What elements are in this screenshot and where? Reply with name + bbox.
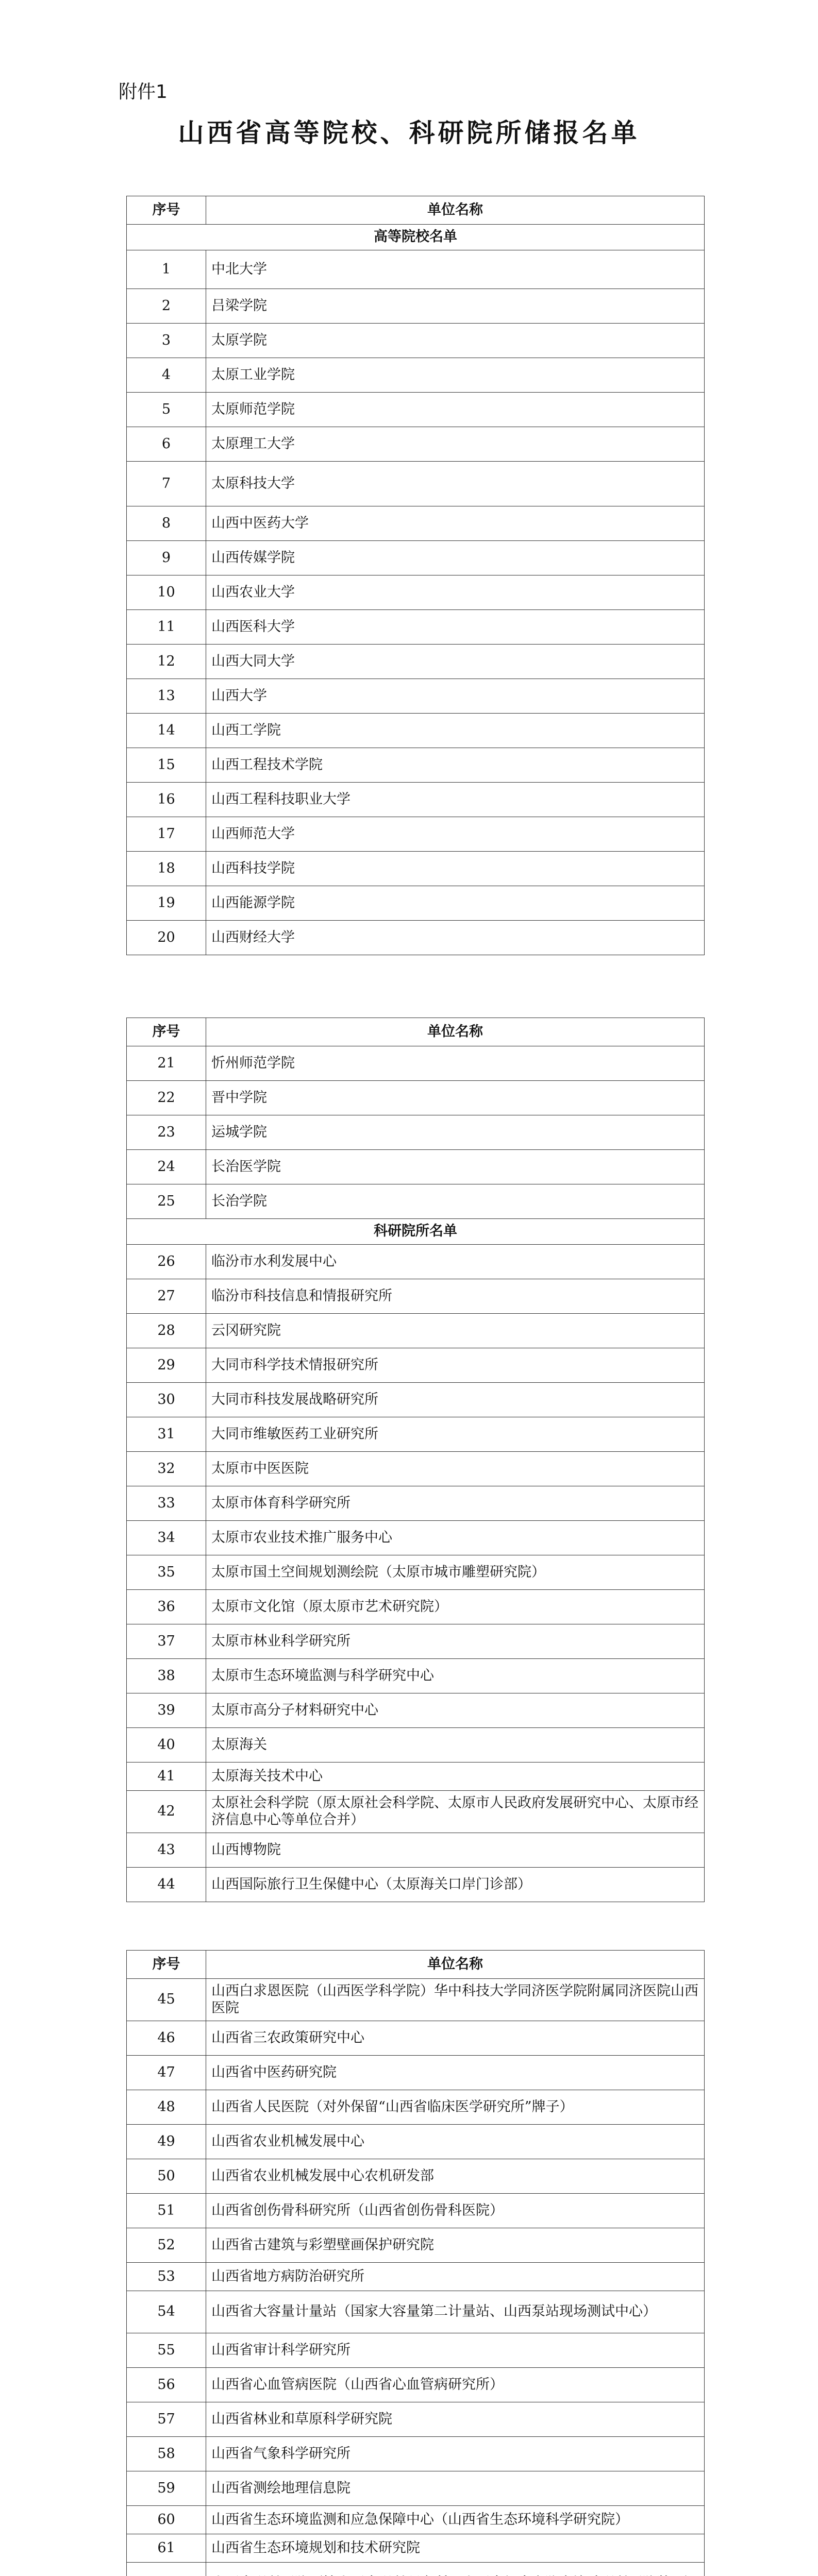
unit-name: 山西省测绘地理信息院	[206, 2471, 705, 2506]
table-row	[127, 1046, 705, 1081]
row-number: 48	[127, 2090, 206, 2125]
unit-name: 山西医科大学	[206, 610, 705, 645]
table-row	[127, 2506, 705, 2534]
unit-name: 长治医学院	[206, 1150, 705, 1184]
header-row	[127, 1018, 705, 1046]
row-number: 14	[127, 714, 206, 748]
table-row	[127, 1417, 705, 1452]
row-number: 3	[127, 324, 206, 358]
unit-name: 太原市农业技术推广服务中心	[206, 1521, 705, 1555]
unit-name: 太原海关技术中心	[206, 1762, 705, 1791]
table-row	[127, 921, 705, 955]
unit-name: 山西工学院	[206, 714, 705, 748]
unit-name	[206, 2563, 705, 2576]
row-number: 59	[127, 2471, 206, 2506]
table-row	[127, 817, 705, 852]
row-number: 35	[127, 1555, 206, 1590]
header-row	[127, 196, 705, 225]
unit-name: 长治学院	[206, 1184, 705, 1219]
table-row	[127, 645, 705, 679]
table-row	[127, 2402, 705, 2437]
row-number: 17	[127, 817, 206, 852]
table-row	[127, 1590, 705, 1624]
row-number	[127, 2563, 206, 2576]
row-number: 41	[127, 1762, 206, 1791]
table-row	[127, 2056, 705, 2090]
table-row	[127, 1245, 705, 1279]
row-number: 28	[127, 1314, 206, 1348]
table-row	[127, 1150, 705, 1184]
seq-header: 序号	[127, 196, 206, 225]
attachment-label: 附件1	[119, 81, 168, 103]
table-row	[127, 783, 705, 817]
row-number: 49	[127, 2125, 206, 2159]
row-number: 9	[127, 541, 206, 575]
row-number: 52	[127, 2228, 206, 2263]
row-number: 30	[127, 1383, 206, 1417]
seq-header: 序号	[127, 1951, 206, 1979]
section-title-row	[127, 1219, 705, 1245]
header-row	[127, 1951, 705, 1979]
name-header: 单位名称	[206, 196, 705, 225]
unit-name: 山西省生态环境规划和技术研究院	[206, 2534, 705, 2563]
unit-name: 太原海关	[206, 1728, 705, 1762]
section-title: 科研院所名单	[127, 1219, 705, 1245]
table-row	[127, 2021, 705, 2056]
unit-name: 山西省气象科学研究所	[206, 2437, 705, 2471]
unit-name: 太原市体育科学研究所	[206, 1486, 705, 1521]
unit-name: 太原市生态环境监测与科学研究中心	[206, 1659, 705, 1693]
unit-name: 大同市科学技术情报研究所	[206, 1348, 705, 1383]
unit-name: 山西省心血管病医院（山西省心血管病研究所）	[206, 2368, 705, 2402]
row-number: 21	[127, 1046, 206, 1081]
row-number: 7	[127, 462, 206, 506]
table-row	[127, 250, 705, 289]
table-row	[127, 1486, 705, 1521]
unit-name: 山西省农业机械发展中心农机研发部	[206, 2159, 705, 2194]
section-title-row	[127, 225, 705, 250]
unit-name: 山西能源学院	[206, 886, 705, 921]
unit-name: 山西省林业和草原科学研究院	[206, 2402, 705, 2437]
unit-name: 山西省审计科学研究所	[206, 2333, 705, 2368]
unit-name: 临汾市科技信息和情报研究所	[206, 1279, 705, 1314]
unit-name: 山西省农业机械发展中心	[206, 2125, 705, 2159]
table-row	[127, 1762, 705, 1791]
row-number: 32	[127, 1452, 206, 1486]
unit-name: 云冈研究院	[206, 1314, 705, 1348]
table-row	[127, 1115, 705, 1150]
unit-name: 山西博物院	[206, 1833, 705, 1868]
unit-name: 太原科技大学	[206, 462, 705, 506]
row-number: 31	[127, 1417, 206, 1452]
table-row	[127, 1184, 705, 1219]
table-row	[127, 2194, 705, 2228]
row-number: 60	[127, 2506, 206, 2534]
table-row	[127, 2368, 705, 2402]
roster-table-2	[126, 1018, 705, 1902]
row-number: 15	[127, 748, 206, 783]
table-row	[127, 462, 705, 506]
row-number: 44	[127, 1868, 206, 1902]
row-number: 24	[127, 1150, 206, 1184]
row-number: 56	[127, 2368, 206, 2402]
row-number: 51	[127, 2194, 206, 2228]
row-number: 45	[127, 1979, 206, 2021]
page-title: 山西省高等院校、科研院所储报名单	[178, 117, 640, 148]
row-number: 12	[127, 645, 206, 679]
unit-name: 山西师范大学	[206, 817, 705, 852]
table-row	[127, 1728, 705, 1762]
unit-name: 太原工业学院	[206, 358, 705, 393]
row-number: 36	[127, 1590, 206, 1624]
table-row	[127, 1314, 705, 1348]
table-row	[127, 358, 705, 393]
seq-header: 序号	[127, 1018, 206, 1046]
table-row	[127, 2437, 705, 2471]
unit-name: 中北大学	[206, 250, 705, 289]
row-number: 18	[127, 852, 206, 886]
unit-name: 太原师范学院	[206, 393, 705, 427]
unit-name: 山西科技学院	[206, 852, 705, 886]
unit-name: 山西省创伤骨科研究所（山西省创伤骨科医院）	[206, 2194, 705, 2228]
table-row	[127, 2291, 705, 2333]
row-number: 13	[127, 679, 206, 714]
row-number: 46	[127, 2021, 206, 2056]
table-row	[127, 2471, 705, 2506]
row-number: 54	[127, 2291, 206, 2333]
row-number: 29	[127, 1348, 206, 1383]
row-number: 38	[127, 1659, 206, 1693]
table-row	[127, 1521, 705, 1555]
table-row	[127, 852, 705, 886]
table-row	[127, 610, 705, 645]
row-number: 50	[127, 2159, 206, 2194]
unit-name: 山西传媒学院	[206, 541, 705, 575]
row-number: 10	[127, 575, 206, 610]
table-row	[127, 2563, 705, 2576]
unit-name: 太原社会科学院（原太原社会科学院、太原市人民政府发展研究中心、太原市经济信息中心等单位合并）	[206, 1791, 705, 1833]
unit-name: 山西省人民医院（对外保留“山西省临床医学研究所”牌子）	[206, 2090, 705, 2125]
unit-name: 山西大学	[206, 679, 705, 714]
unit-name: 山西省中医药研究院	[206, 2056, 705, 2090]
unit-name: 山西国际旅行卫生保健中心（太原海关口岸门诊部）	[206, 1868, 705, 1902]
unit-name: 太原市国土空间规划测绘院（太原市城市雕塑研究院）	[206, 1555, 705, 1590]
unit-name: 忻州师范学院	[206, 1046, 705, 1081]
unit-name: 太原理工大学	[206, 427, 705, 462]
roster-table-1	[126, 196, 705, 955]
row-number: 11	[127, 610, 206, 645]
row-number: 6	[127, 427, 206, 462]
row-number: 20	[127, 921, 206, 955]
table-row	[127, 575, 705, 610]
table-row	[127, 2159, 705, 2194]
row-number: 27	[127, 1279, 206, 1314]
table-row	[127, 1279, 705, 1314]
row-number: 16	[127, 783, 206, 817]
row-number: 55	[127, 2333, 206, 2368]
table-row	[127, 1833, 705, 1868]
row-number: 8	[127, 506, 206, 541]
table-row	[127, 1452, 705, 1486]
name-header: 单位名称	[206, 1018, 705, 1046]
row-number: 23	[127, 1115, 206, 1150]
table-row	[127, 1081, 705, 1115]
table-row	[127, 1659, 705, 1693]
unit-name: 山西省大容量计量站（国家大容量第二计量站、山西泵站现场测试中心）	[206, 2291, 705, 2333]
row-number: 40	[127, 1728, 206, 1762]
table-row	[127, 506, 705, 541]
unit-name: 晋中学院	[206, 1081, 705, 1115]
unit-name: 山西大同大学	[206, 645, 705, 679]
table-row	[127, 1979, 705, 2021]
table-row	[127, 541, 705, 575]
name-header: 单位名称	[206, 1951, 705, 1979]
unit-name: 山西工程技术学院	[206, 748, 705, 783]
row-number: 42	[127, 1791, 206, 1833]
unit-name: 太原市林业科学研究所	[206, 1624, 705, 1659]
row-number: 53	[127, 2263, 206, 2291]
row-number: 37	[127, 1624, 206, 1659]
row-number: 26	[127, 1245, 206, 1279]
roster-table-3	[126, 1950, 705, 2576]
unit-name: 太原市中医医院	[206, 1452, 705, 1486]
table-row	[127, 2228, 705, 2263]
row-number: 57	[127, 2402, 206, 2437]
table-row	[127, 2125, 705, 2159]
unit-name: 山西省地方病防治研究所	[206, 2263, 705, 2291]
section-title: 高等院校名单	[127, 225, 705, 250]
unit-name: 大同市维敏医药工业研究所	[206, 1417, 705, 1452]
table-row	[127, 2090, 705, 2125]
unit-name: 吕梁学院	[206, 289, 705, 324]
table-row	[127, 393, 705, 427]
table-row	[127, 1624, 705, 1659]
row-number: 39	[127, 1693, 206, 1728]
row-number: 33	[127, 1486, 206, 1521]
row-number: 25	[127, 1184, 206, 1219]
row-number: 1	[127, 250, 206, 289]
table-row	[127, 1693, 705, 1728]
row-number: 61	[127, 2534, 206, 2563]
table-row	[127, 1555, 705, 1590]
unit-name: 山西工程科技职业大学	[206, 783, 705, 817]
unit-name: 太原学院	[206, 324, 705, 358]
row-number: 34	[127, 1521, 206, 1555]
table-row	[127, 2534, 705, 2563]
table-row	[127, 2333, 705, 2368]
table-row	[127, 427, 705, 462]
unit-name: 山西农业大学	[206, 575, 705, 610]
unit-name: 太原市高分子材料研究中心	[206, 1693, 705, 1728]
unit-name: 山西白求恩医院（山西医学科学院）华中科技大学同济医学院附属同济医院山西医院	[206, 1979, 705, 2021]
row-number: 5	[127, 393, 206, 427]
row-number: 2	[127, 289, 206, 324]
table-row	[127, 1383, 705, 1417]
unit-name: 山西省生态环境监测和应急保障中心（山西省生态环境科学研究院）	[206, 2506, 705, 2534]
table-row	[127, 2263, 705, 2291]
table-row	[127, 1791, 705, 1833]
unit-name: 运城学院	[206, 1115, 705, 1150]
table-row	[127, 679, 705, 714]
row-number: 43	[127, 1833, 206, 1868]
row-number: 19	[127, 886, 206, 921]
table-row	[127, 289, 705, 324]
row-number: 4	[127, 358, 206, 393]
table-row	[127, 748, 705, 783]
table-row	[127, 714, 705, 748]
table-row	[127, 1868, 705, 1902]
table-row	[127, 886, 705, 921]
unit-name: 山西财经大学	[206, 921, 705, 955]
table-row	[127, 324, 705, 358]
unit-name: 临汾市水利发展中心	[206, 1245, 705, 1279]
row-number: 22	[127, 1081, 206, 1115]
row-number: 58	[127, 2437, 206, 2471]
unit-name: 山西省三农政策研究中心	[206, 2021, 705, 2056]
row-number: 47	[127, 2056, 206, 2090]
unit-name: 大同市科技发展战略研究所	[206, 1383, 705, 1417]
unit-name: 太原市文化馆（原太原市艺术研究院）	[206, 1590, 705, 1624]
unit-name: 山西中医药大学	[206, 506, 705, 541]
unit-name: 山西省古建筑与彩塑壁画保护研究院	[206, 2228, 705, 2263]
table-row	[127, 1348, 705, 1383]
